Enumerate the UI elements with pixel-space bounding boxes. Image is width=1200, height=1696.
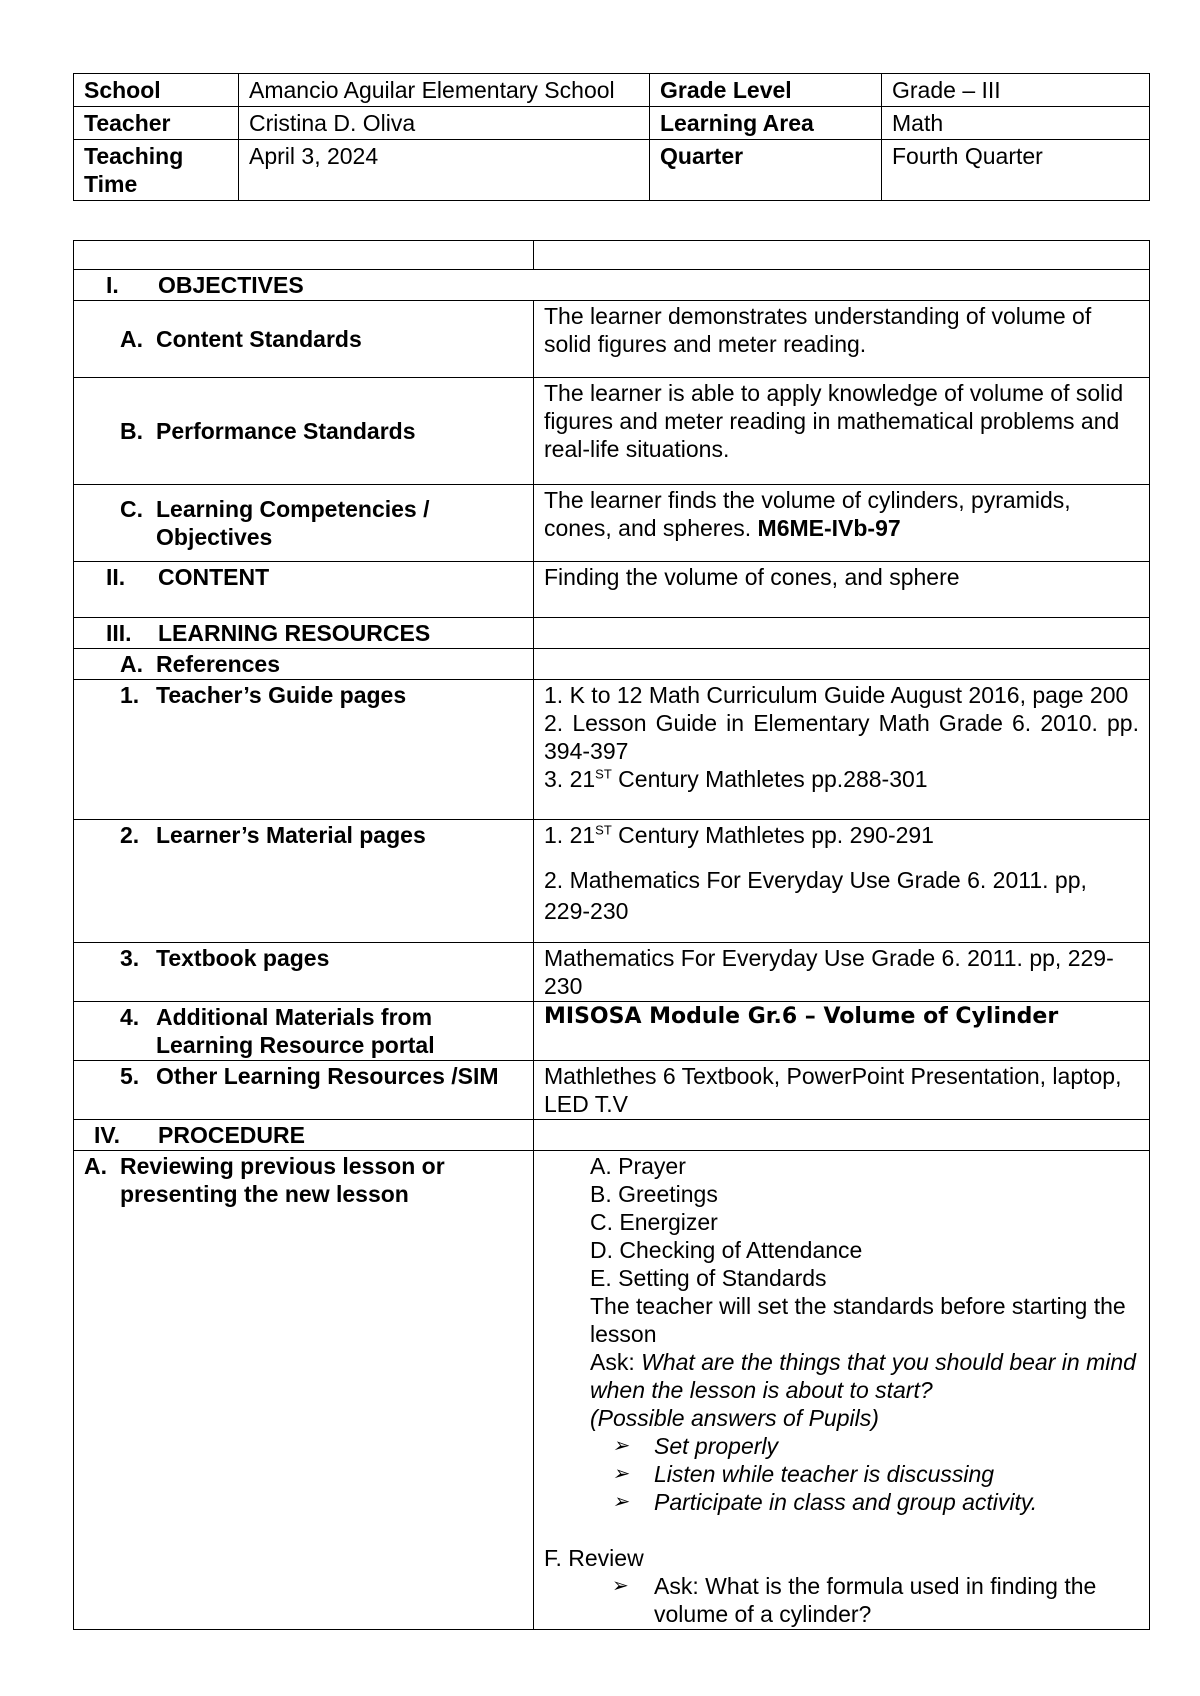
teacher-value: Cristina D. Oliva bbox=[239, 107, 650, 140]
textbook-row: 3. Textbook pages Mathematics For Everyday Use Grade 6. 2011. pp, 229-230 bbox=[74, 943, 1150, 1002]
reviewing-lesson-row: A. Reviewing previous lesson or presenting the new lesson A. Prayer B. Greetings C. Energizer D. Checking of Attendance E. Setting of Standards The teacher will set the standards before starting the lesson Ask: What are the things that you should bear in mind when the lesson is about to start? (Possible answers of Pupils) ➢ Set properly ➢ Listen while teacher is discussing ➢ Participate in class and group activity. F. Review ➢ Ask: What is the formula used in finding the volume of a cylinder? bbox=[74, 1151, 1150, 1630]
school-value: Amancio Aguilar Elementary School bbox=[239, 74, 650, 107]
content-number: II. bbox=[106, 564, 126, 590]
standards-text: The teacher will set the standards before starting the lesson bbox=[590, 1293, 1126, 1347]
content-standards-text: The learner demonstrates understanding of volume of solid figures and meter reading. bbox=[534, 301, 1150, 378]
textbook-text: Mathematics For Everyday Use Grade 6. 2011. pp, 229-230 bbox=[534, 943, 1150, 1002]
teachers-guide-ref-2: 2. Lesson Guide in Elementary Math Grade 6. 2010. pp. 394-397 bbox=[544, 710, 1139, 764]
quarter-label: Quarter bbox=[650, 140, 882, 201]
step-attendance: D. Checking of Attendance bbox=[590, 1237, 863, 1263]
additional-materials-row: 4. Additional Materials from Learning Resource portal MISOSA Module Gr.6 – Volume of Cylinder bbox=[74, 1002, 1150, 1061]
content-title: CONTENT bbox=[158, 564, 270, 590]
learning-area-value: Math bbox=[882, 107, 1150, 140]
grade-level-value: Grade – III bbox=[882, 74, 1150, 107]
learning-competencies-label: Learning Competencies / Objectives bbox=[156, 496, 430, 550]
possible-answers-label: (Possible answers of Pupils) bbox=[590, 1405, 879, 1431]
step-prayer: A. Prayer bbox=[590, 1153, 686, 1179]
other-resources-row: 5. Other Learning Resources /SIM Mathlethes 6 Textbook, PowerPoint Presentation, laptop, LED T.V bbox=[74, 1061, 1150, 1120]
references-row: A. References bbox=[74, 649, 1150, 680]
learners-material-row: 2. Learner’s Material pages 1. 21ST Century Mathletes pp. 290-291 2. Mathematics For Everyday Use Grade 6. 2011. pp, 229-230 bbox=[74, 820, 1150, 943]
performance-standards-text: The learner is able to apply knowledge of volume of solid figures and meter reading in mathematical problems and real-life situations. bbox=[534, 378, 1150, 485]
teaching-time-value: April 3, 2024 bbox=[239, 140, 650, 201]
step-energizer: C. Energizer bbox=[590, 1209, 718, 1235]
learning-competencies-text: The learner finds the volume of cylinders, pyramids, cones, and spheres. bbox=[544, 487, 1071, 541]
blank-row bbox=[74, 241, 1150, 270]
procedure-number: IV. bbox=[94, 1122, 121, 1148]
teachers-guide-ref-1: 1. K to 12 Math Curriculum Guide August 2016, page 200 bbox=[544, 682, 1129, 708]
teaching-time-label: Teaching Time bbox=[74, 140, 239, 201]
content-standards-row: A. Content Standards The learner demonstrates understanding of volume of solid figures and meter reading. bbox=[74, 301, 1150, 378]
teachers-guide-ref-3: 3. 21ST Century Mathletes pp.288-301 bbox=[544, 766, 928, 792]
arrow-bullet-icon: ➢ bbox=[612, 1491, 629, 1513]
learners-material-ref-2: 2. Mathematics For Everyday Use Grade 6. 2011. pp, 229-230 bbox=[544, 867, 1087, 924]
performance-standards-row: B. Performance Standards The learner is able to apply knowledge of volume of solid figures and meter reading in mathematical problems and real-life situations. bbox=[74, 378, 1150, 485]
additional-materials-text: MISOSA Module Gr.6 – Volume of Cylinder bbox=[534, 1002, 1150, 1061]
additional-materials-label: Additional Materials from Learning Resource portal bbox=[156, 1004, 435, 1058]
objectives-title: OBJECTIVES bbox=[158, 272, 304, 298]
learning-area-label: Learning Area bbox=[650, 107, 882, 140]
review-label: F. Review bbox=[544, 1545, 644, 1571]
objectives-number: I. bbox=[106, 272, 119, 298]
reviewing-lesson-label: Reviewing previous lesson or presenting the new lesson bbox=[120, 1153, 445, 1207]
content-standards-label: Content Standards bbox=[156, 326, 362, 352]
content-text: Finding the volume of cones, and sphere bbox=[534, 562, 1150, 618]
step-standards: E. Setting of Standards bbox=[590, 1265, 827, 1291]
arrow-bullet-icon: ➢ bbox=[612, 1575, 629, 1597]
resources-number: III. bbox=[106, 620, 132, 646]
step-greetings: B. Greetings bbox=[590, 1181, 718, 1207]
answer-item: ➢ Listen while teacher is discussing bbox=[612, 1461, 995, 1487]
answer-item: ➢ Set properly bbox=[612, 1433, 779, 1459]
answer-item: ➢ Participate in class and group activity. bbox=[612, 1489, 1038, 1515]
quarter-value: Fourth Quarter bbox=[882, 140, 1150, 201]
arrow-bullet-icon: ➢ bbox=[612, 1463, 629, 1485]
teacher-label: Teacher bbox=[74, 107, 239, 140]
learning-resources-row bbox=[74, 618, 1150, 649]
teachers-guide-label: Teacher’s Guide pages bbox=[156, 682, 407, 708]
ask-question: Ask: What are the things that you should bear in mind when the lesson is about to start? bbox=[590, 1349, 1136, 1403]
procedure-title: PROCEDURE bbox=[158, 1122, 305, 1148]
procedure-row bbox=[74, 1120, 1150, 1151]
lesson-plan-table bbox=[73, 240, 1150, 1630]
review-question: ➢ Ask: What is the formula used in finding the volume of a cylinder? bbox=[612, 1573, 1097, 1627]
arrow-bullet-icon: ➢ bbox=[612, 1435, 629, 1457]
textbook-label: Textbook pages bbox=[156, 945, 330, 971]
teachers-guide-row: 1. Teacher’s Guide pages 1. K to 12 Math Curriculum Guide August 2016, page 200 2. Lesson Guide in Elementary Math Grade 6. 2010. pp. 394-397 3. 21ST Century Mathletes pp.288-301 bbox=[74, 680, 1150, 820]
learners-material-label: Learner’s Material pages bbox=[156, 822, 426, 848]
school-label: School bbox=[74, 74, 239, 107]
other-resources-label: Other Learning Resources /SIM bbox=[156, 1063, 499, 1089]
learners-material-ref-1: 1. 21ST Century Mathletes pp. 290-291 bbox=[544, 822, 934, 848]
content-row bbox=[74, 562, 1150, 618]
other-resources-text: Mathlethes 6 Textbook, PowerPoint Presentation, laptop, LED T.V bbox=[534, 1061, 1150, 1120]
resources-title: LEARNING RESOURCES bbox=[158, 620, 431, 646]
competency-code: M6ME-IVb-97 bbox=[757, 515, 901, 541]
performance-standards-label: Performance Standards bbox=[156, 418, 416, 444]
objectives-row bbox=[74, 270, 1150, 301]
grade-level-label: Grade Level bbox=[650, 74, 882, 107]
references-label: References bbox=[156, 651, 281, 677]
learning-competencies-row: C. Learning Competencies / Objectives The learner finds the volume of cylinders, pyramids, cones, and spheres. M6ME-IVb-97 bbox=[74, 485, 1150, 562]
lesson-header-table bbox=[73, 73, 1150, 201]
